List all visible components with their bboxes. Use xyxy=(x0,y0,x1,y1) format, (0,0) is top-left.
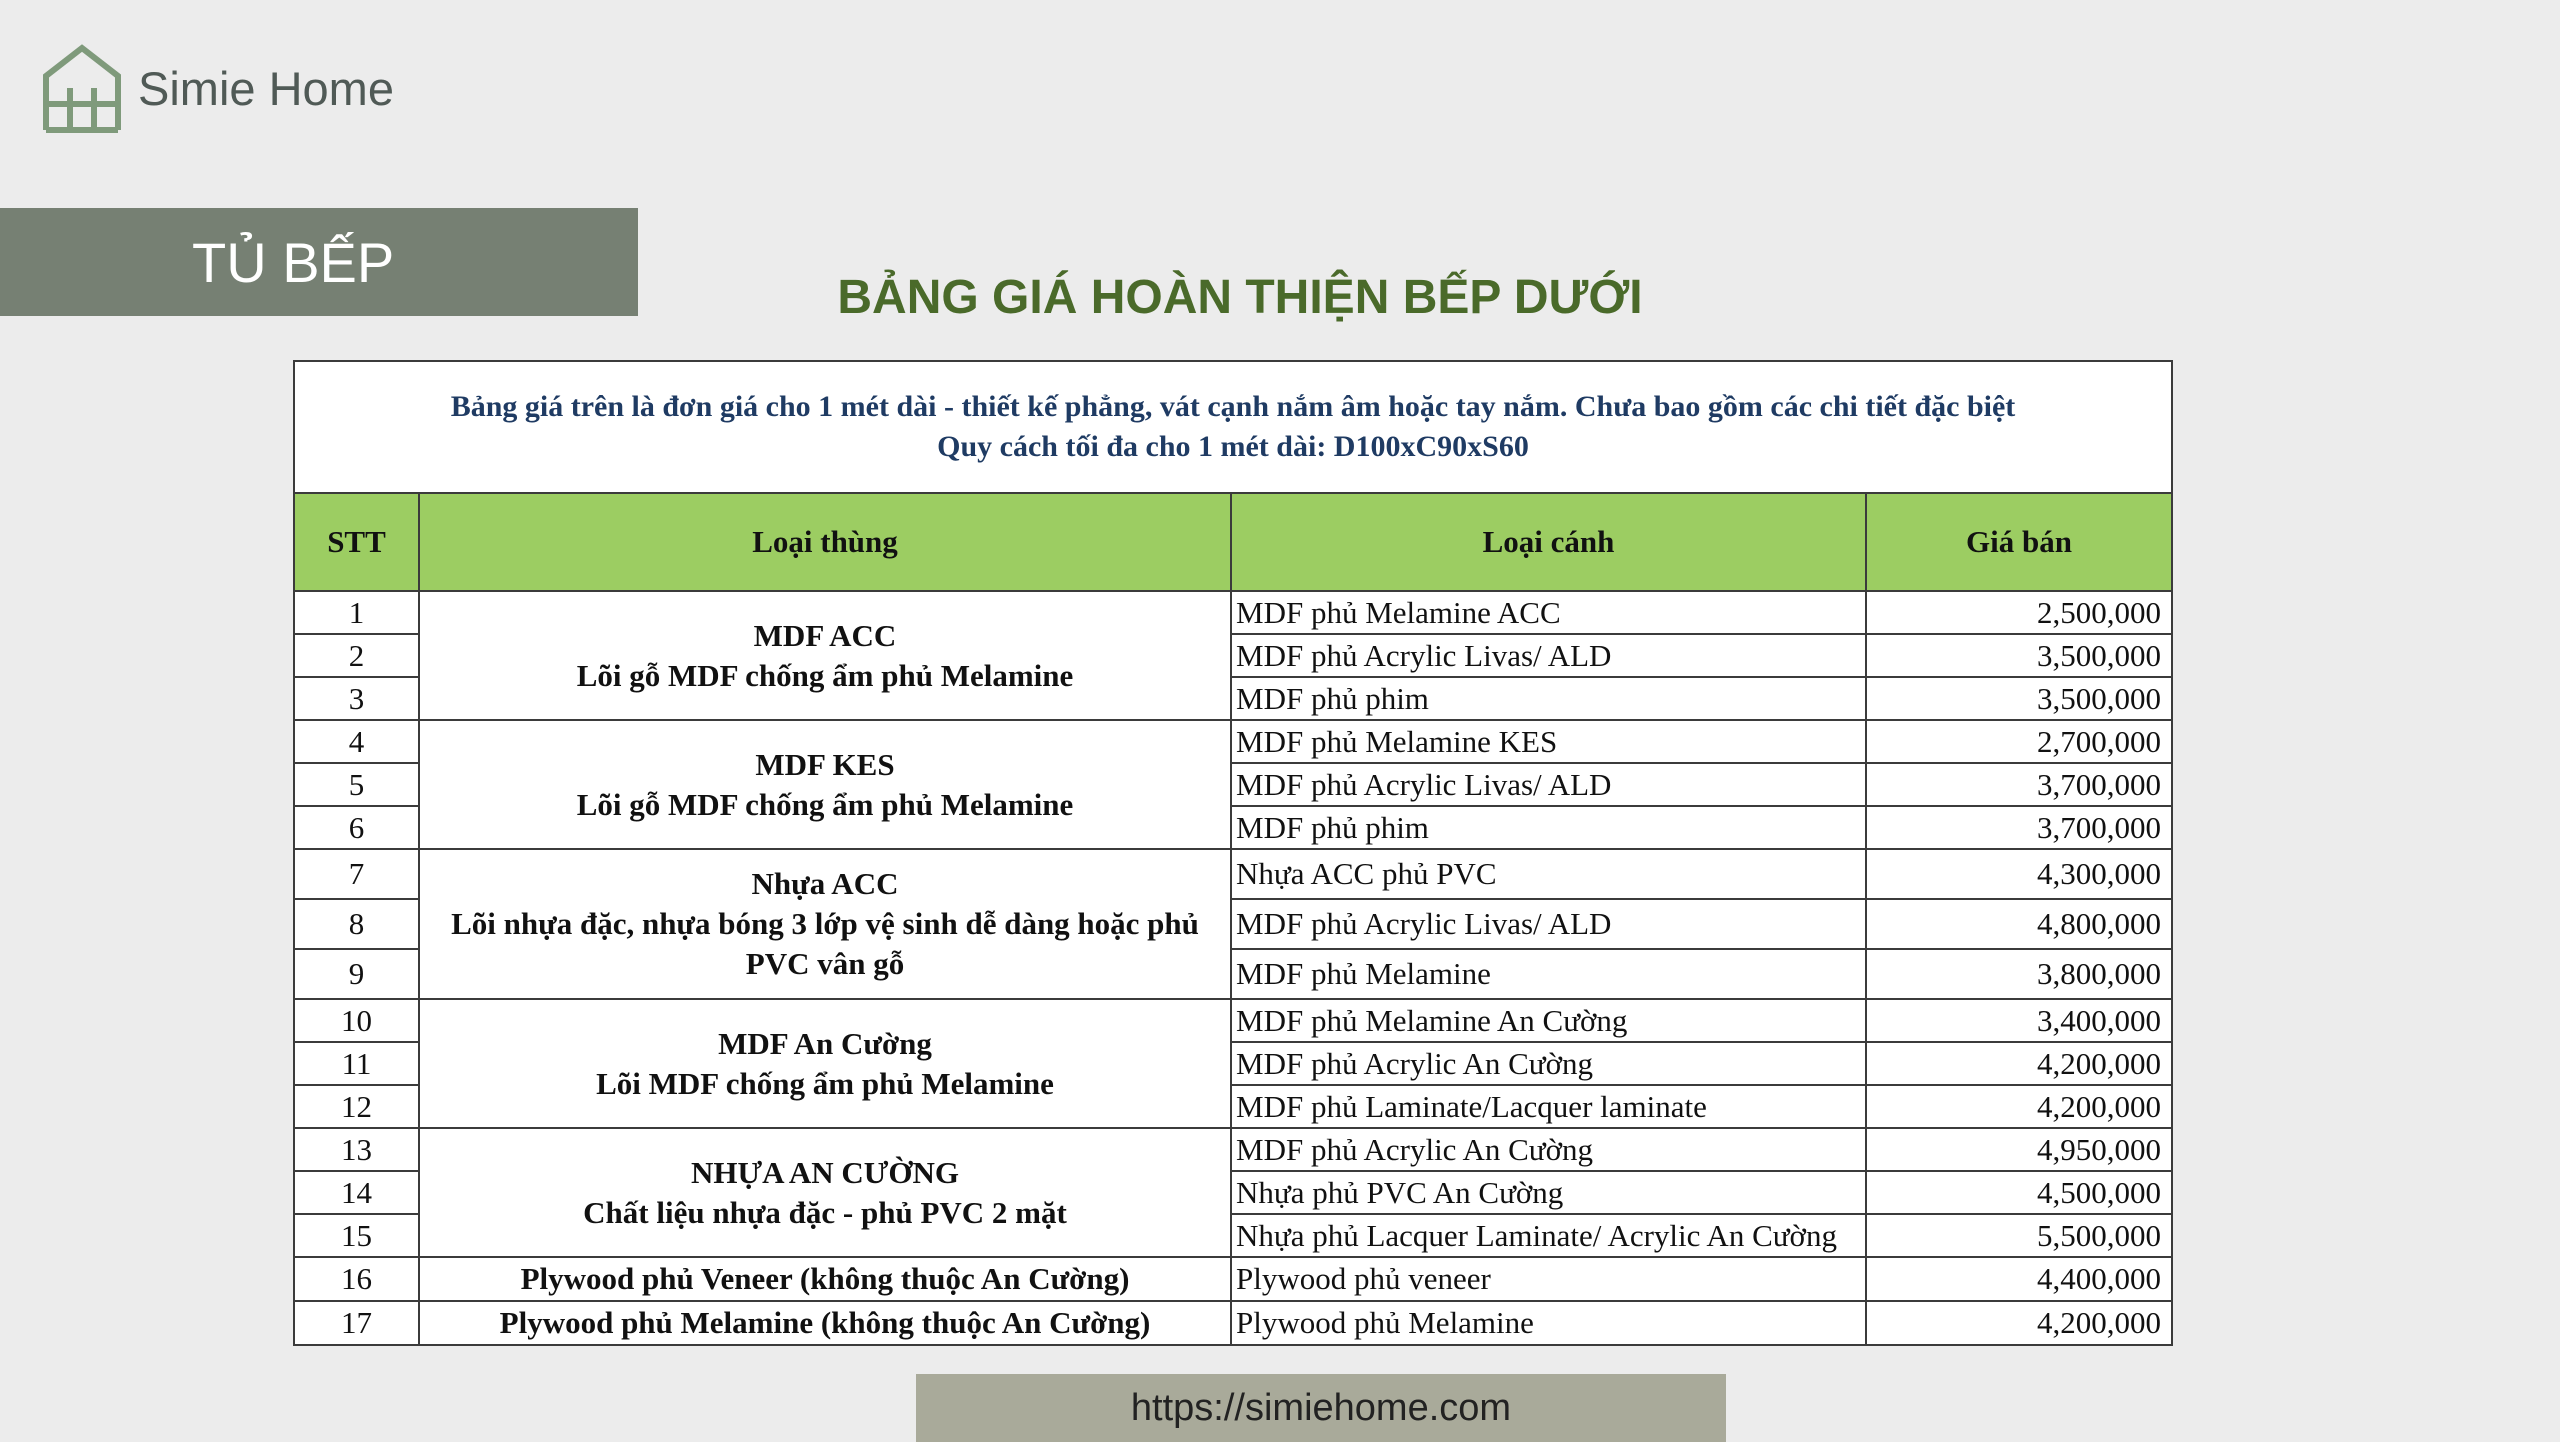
cabinet-type-name: MDF KES xyxy=(755,746,895,782)
cabinet-type-cell xyxy=(419,849,1231,999)
price: 3,700,000 xyxy=(1866,806,2172,849)
price: 4,200,000 xyxy=(1866,1301,2172,1345)
door-type: MDF phủ Acrylic Livas/ ALD xyxy=(1231,763,1866,806)
column-header-gia: Giá bán xyxy=(1866,493,2172,591)
door-type: MDF phủ Melamine xyxy=(1231,949,1866,999)
price: 4,400,000 xyxy=(1866,1257,2172,1301)
cabinet-type-cell xyxy=(419,999,1231,1128)
price-table xyxy=(293,360,2173,1346)
cabinet-type-name: Plywood phủ Veneer (không thuộc An Cường) xyxy=(520,1261,1130,1296)
cabinet-type-name: MDF An Cường xyxy=(718,1025,932,1061)
row-stt: 9 xyxy=(294,949,419,999)
column-header-stt: STT xyxy=(294,493,419,591)
cabinet-type-name: MDF ACC xyxy=(753,617,897,653)
price: 4,200,000 xyxy=(1866,1085,2172,1128)
table-row xyxy=(294,1128,2172,1171)
row-stt: 1 xyxy=(294,591,419,634)
door-type: Nhựa phủ PVC An Cường xyxy=(1231,1171,1866,1214)
row-stt: 13 xyxy=(294,1128,419,1171)
cabinet-type-cell xyxy=(419,1128,1231,1257)
door-type: Plywood phủ veneer xyxy=(1231,1257,1866,1301)
door-type: MDF phủ phim xyxy=(1231,677,1866,720)
row-stt: 7 xyxy=(294,849,419,899)
door-type: MDF phủ Acrylic An Cường xyxy=(1231,1128,1866,1171)
cabinet-type-cell xyxy=(419,1257,1231,1301)
cabinet-type-cell xyxy=(419,720,1231,849)
header-row xyxy=(294,493,2172,591)
price: 2,700,000 xyxy=(1866,720,2172,763)
door-type: Plywood phủ Melamine xyxy=(1231,1301,1866,1345)
door-type: Nhựa phủ Lacquer Laminate/ Acrylic An Cường xyxy=(1231,1214,1866,1257)
row-stt: 2 xyxy=(294,634,419,677)
cabinet-type-desc: Chất liệu nhựa đặc - phủ PVC 2 mặt xyxy=(583,1194,1067,1230)
door-type: MDF phủ Acrylic Livas/ ALD xyxy=(1231,634,1866,677)
row-stt: 5 xyxy=(294,763,419,806)
cabinet-type-desc: Lõi gỗ MDF chống ẩm phủ Melamine xyxy=(576,657,1074,693)
cabinet-type-cell xyxy=(419,1301,1231,1345)
door-type: MDF phủ Melamine An Cường xyxy=(1231,999,1866,1042)
note-row xyxy=(294,361,2172,493)
cabinet-type-desc: Lõi MDF chống ẩm phủ Melamine xyxy=(596,1065,1054,1101)
row-stt: 17 xyxy=(294,1301,419,1345)
price: 3,500,000 xyxy=(1866,677,2172,720)
price: 4,800,000 xyxy=(1866,899,2172,949)
row-stt: 10 xyxy=(294,999,419,1042)
table-row xyxy=(294,1257,2172,1301)
price: 4,950,000 xyxy=(1866,1128,2172,1171)
door-type: MDF phủ Laminate/Lacquer laminate xyxy=(1231,1085,1866,1128)
brand-logo xyxy=(40,40,394,136)
door-type: MDF phủ Melamine KES xyxy=(1231,720,1866,763)
table-row xyxy=(294,591,2172,634)
table-row xyxy=(294,999,2172,1042)
cabinet-type-cell xyxy=(419,591,1231,720)
row-stt: 16 xyxy=(294,1257,419,1301)
price: 4,500,000 xyxy=(1866,1171,2172,1214)
price: 4,300,000 xyxy=(1866,849,2172,899)
door-type: MDF phủ Melamine ACC xyxy=(1231,591,1866,634)
footer-url[interactable]: https://simiehome.com xyxy=(916,1374,1726,1442)
price: 4,200,000 xyxy=(1866,1042,2172,1085)
table-body xyxy=(294,591,2172,1345)
page-title: BẢNG GIÁ HOÀN THIỆN BẾP DƯỚI xyxy=(837,271,1643,324)
price-table-container xyxy=(293,360,2171,1346)
row-stt: 15 xyxy=(294,1214,419,1257)
row-stt: 14 xyxy=(294,1171,419,1214)
price: 3,700,000 xyxy=(1866,763,2172,806)
table-row xyxy=(294,849,2172,899)
door-type: MDF phủ phim xyxy=(1231,806,1866,849)
table-note xyxy=(294,361,2172,493)
note-line-2: Quy cách tối đa cho 1 mét dài: D100xC90xS60 xyxy=(937,430,1529,463)
price: 2,500,000 xyxy=(1866,591,2172,634)
door-type: MDF phủ Acrylic An Cường xyxy=(1231,1042,1866,1085)
section-tab: TỦ BẾP xyxy=(0,208,638,316)
column-header-thung: Loại thùng xyxy=(419,493,1231,591)
row-stt: 3 xyxy=(294,677,419,720)
price: 3,500,000 xyxy=(1866,634,2172,677)
cabinet-type-name: NHỰA AN CƯỜNG xyxy=(690,1154,960,1190)
brand-name: Simie Home xyxy=(138,61,394,115)
price: 3,800,000 xyxy=(1866,949,2172,999)
row-stt: 8 xyxy=(294,899,419,949)
row-stt: 6 xyxy=(294,806,419,849)
row-stt: 12 xyxy=(294,1085,419,1128)
door-type: Nhựa ACC phủ PVC xyxy=(1231,849,1866,899)
cabinet-type-desc: Lõi nhựa đặc, nhựa bóng 3 lớp vệ sinh dễ dàng hoặc phủ PVC vân gỗ xyxy=(451,906,1199,981)
row-stt: 4 xyxy=(294,720,419,763)
cabinet-type-name: Plywood phủ Melamine (không thuộc An Cường) xyxy=(499,1305,1151,1340)
table-row xyxy=(294,720,2172,763)
cabinet-type-desc: Lõi gỗ MDF chống ẩm phủ Melamine xyxy=(576,786,1074,822)
table-row xyxy=(294,1301,2172,1345)
row-stt: 11 xyxy=(294,1042,419,1085)
price: 3,400,000 xyxy=(1866,999,2172,1042)
cabinet-type-name: Nhựa ACC xyxy=(751,866,899,901)
door-type: MDF phủ Acrylic Livas/ ALD xyxy=(1231,899,1866,949)
price: 5,500,000 xyxy=(1866,1214,2172,1257)
column-header-canh: Loại cánh xyxy=(1231,493,1866,591)
note-line-1: Bảng giá trên là đơn giá cho 1 mét dài - thiết kế phẳng, vát cạnh nắm âm hoặc tay nắm. Chưa bao gồm các chi tiết đặc biệt xyxy=(450,390,2016,423)
house-logo-icon xyxy=(40,42,124,134)
